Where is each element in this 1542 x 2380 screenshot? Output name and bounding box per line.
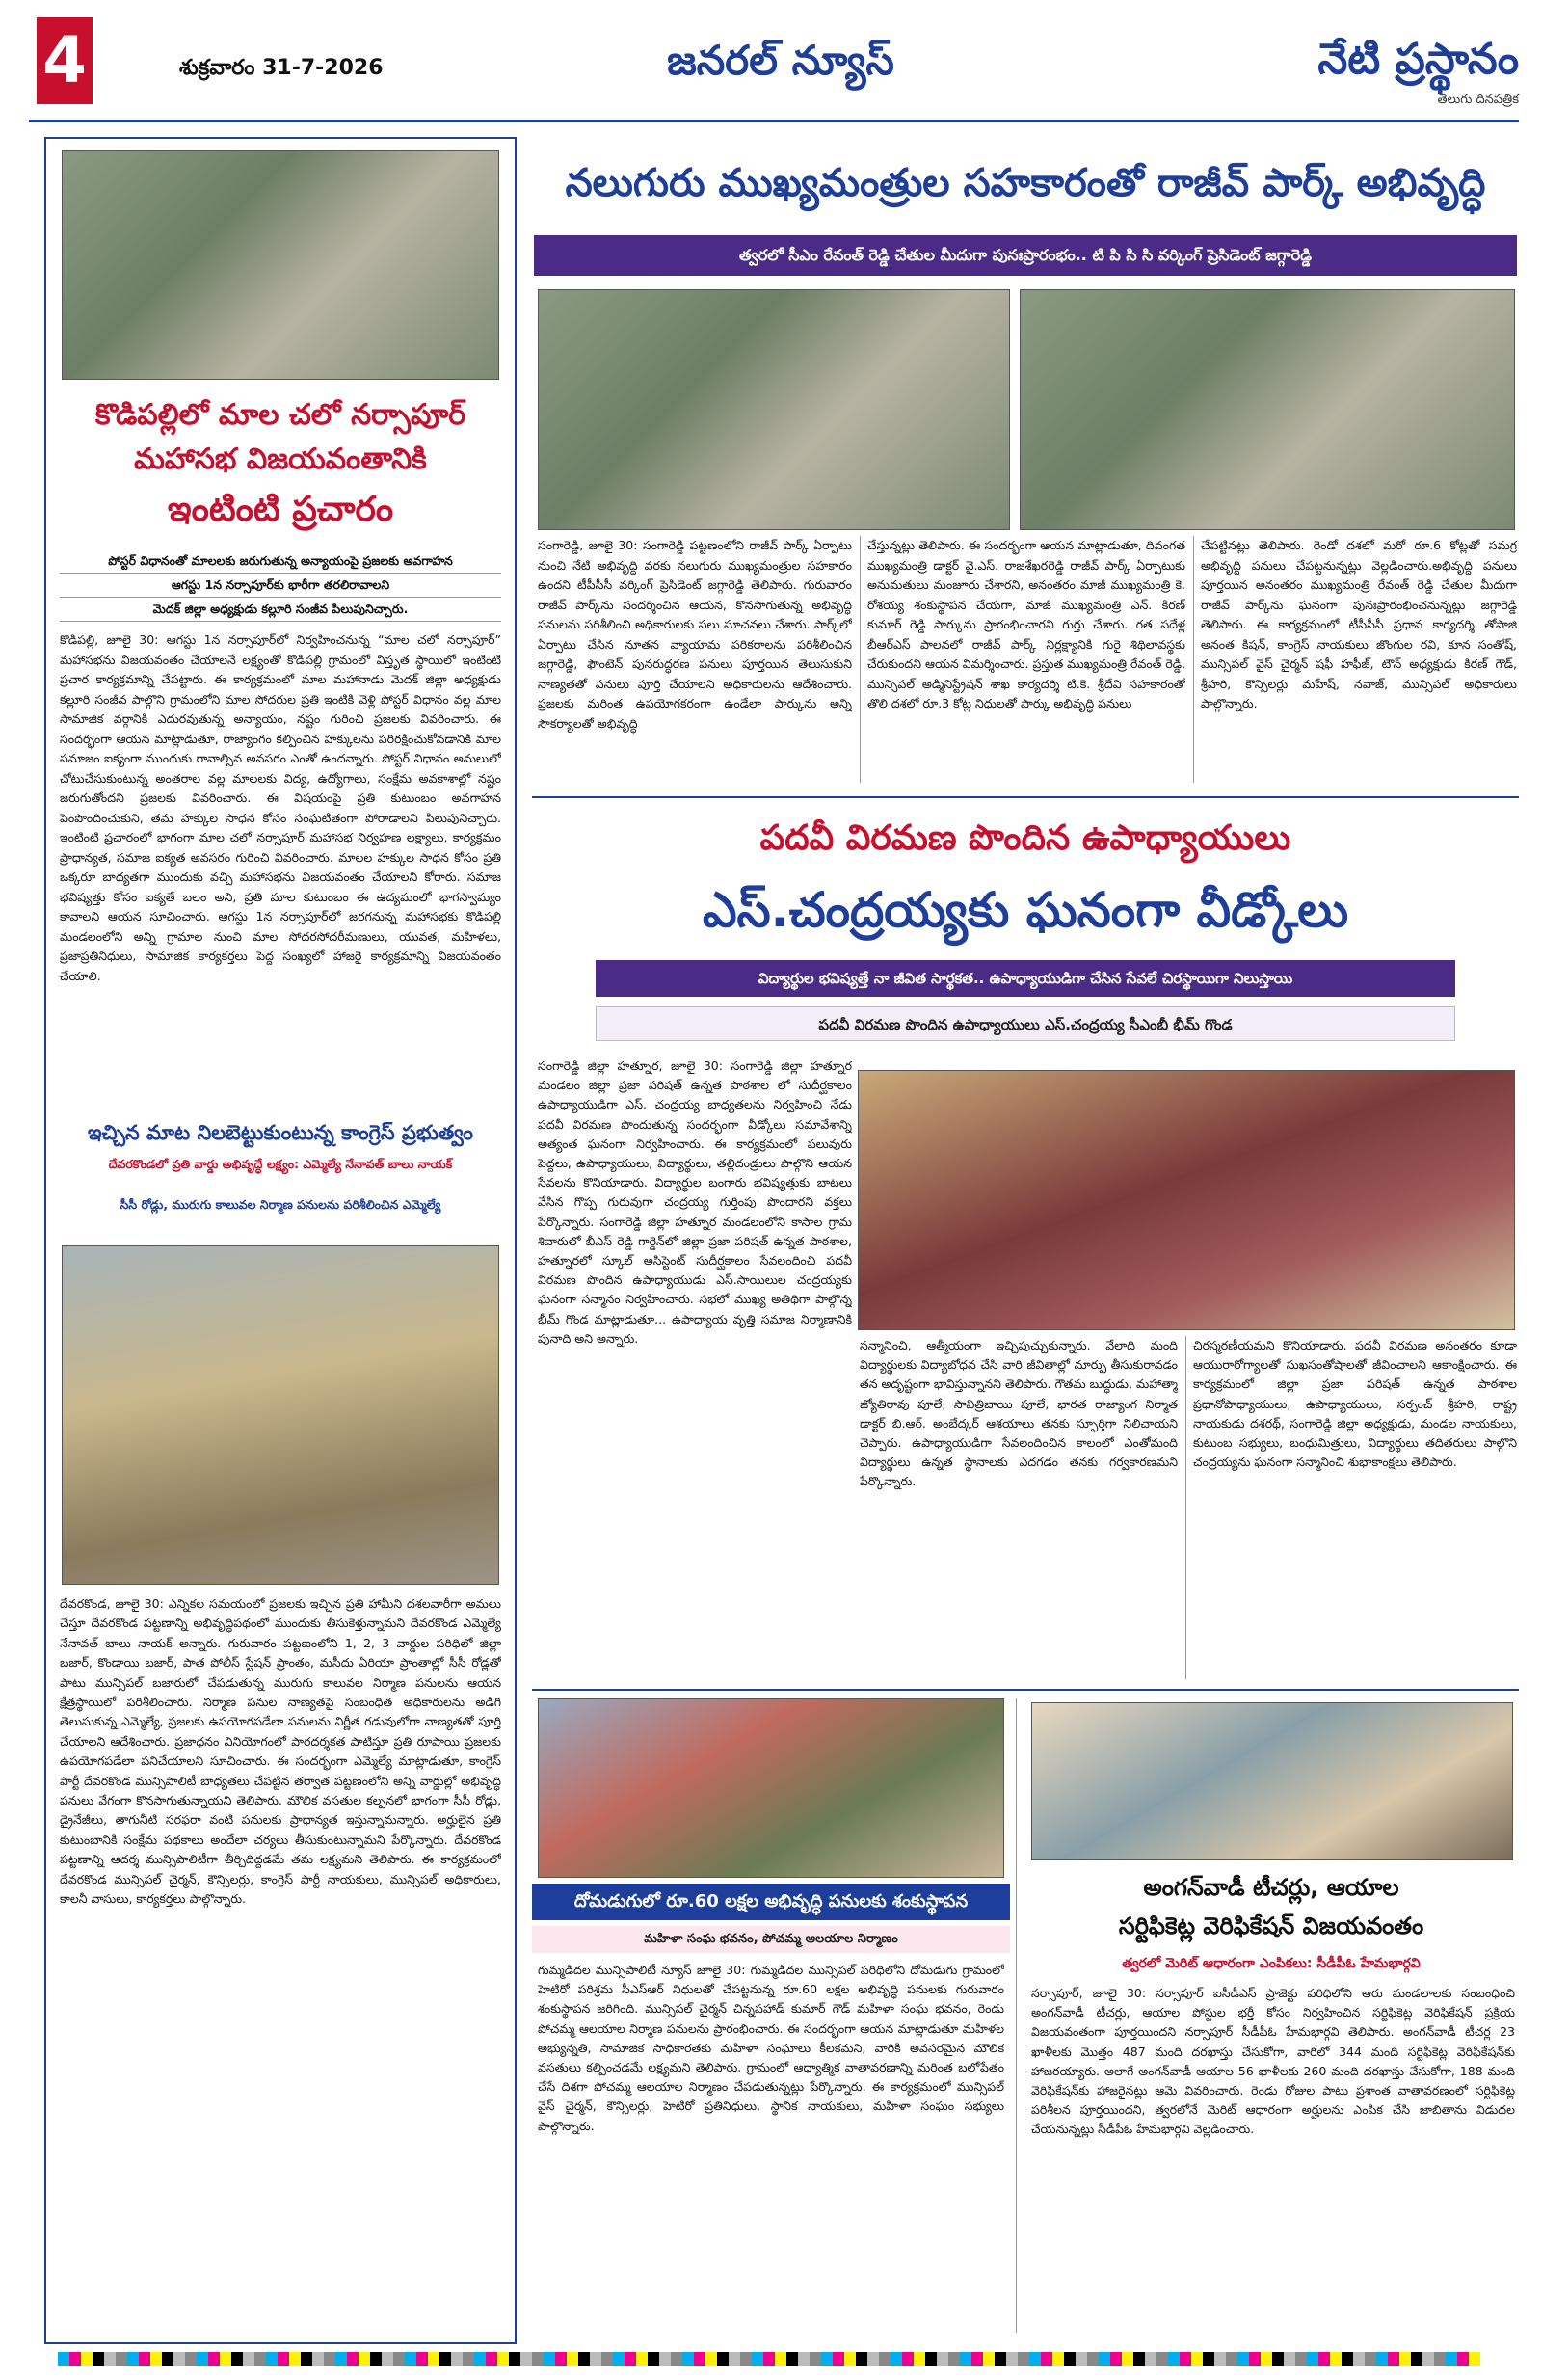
color-bar-segment (1203, 2352, 1214, 2366)
color-bar-segment (1180, 2352, 1191, 2366)
color-bar-segment (69, 2352, 81, 2366)
color-bar-segment (1376, 2352, 1388, 2366)
story3-sub2: సీసీ రోడ్లు, మురుగు కాలువల నిర్మాణ పనులను పరిశీలించిన ఎమ్మెల్యే (120, 1197, 441, 1212)
color-bar-segment (578, 2352, 590, 2366)
color-bar-segment (1342, 2352, 1353, 2366)
page-number-box (37, 17, 93, 104)
color-bar-segment (544, 2352, 555, 2366)
color-bar-segment (347, 2352, 359, 2366)
color-bar-segment (1064, 2352, 1076, 2366)
story1-body-col1: సంగారెడ్డి, జూలై 30: సంగారెడ్డి పట్టణంలోని రాజీవ్ పార్క్ ఏర్పాటు నుంచి నేటి అభివృద్ధి వరకు నలుగురు ముఖ్యమంత్రుల సహకారం ఉందని టీపీసీసీ వర్కింగ్ ప్రెసిడెంట్ జగ్గారెడ్డి తెలిపారు. గురువారం రాజీవ్ పార్క్‌ను సందర్శించిన ఆయన, కొనసాగుతున్న అభివృద్ధి పనులను పరిశీలించి అధికారులకు పలు సూచనలు చేశారు. పార్క్‌లో ఏర్పాటు చేసిన నూతన వ్యాయామ పరికరాలను పరిశీలించిన జగ్గారెడ్డి, ఫౌంటెన్ పునరుద్ధరణ పనులు పూర్తయిన తెలుసుకుని నాణ్యతతో పనులు పూర్తి చేయాలని అధికారులను ఆదేశించారు. ప్రజలకు మరింత ఉపయోగకరంగా ఉండేలా పార్కును అన్ని సౌకర్యాలతో అభివృద్ధి (538, 538, 852, 731)
column-rule (1193, 536, 1194, 783)
color-bar-segment (150, 2352, 162, 2366)
color-bar-segment (717, 2352, 729, 2366)
color-bar-segment (810, 2352, 821, 2366)
color-bar-segment (1318, 2352, 1330, 2366)
page-number: 4 (42, 23, 87, 97)
story1-photo-right (1020, 289, 1515, 530)
masthead-divider (29, 120, 1519, 122)
color-bar-segment (740, 2352, 752, 2366)
color-bar-segment (451, 2352, 463, 2366)
color-bar-segment (1052, 2352, 1064, 2366)
color-bar-segment (914, 2352, 925, 2366)
color-bar-segment (1388, 2352, 1399, 2366)
color-bar-segment (1145, 2352, 1156, 2366)
story6-subhead: త్వరలో మెరిట్ ఆధారంగా ఎంపికలు: సీడీపీఓ హేమభార్గవి (1122, 1956, 1421, 1971)
story6-headline-line2: సర్టిఫికెట్ల వెరిఫికేషన్ విజయవంతం (1118, 1912, 1424, 1939)
column-rule (860, 536, 861, 783)
color-bar-segment (902, 2352, 914, 2366)
color-bar-segment (197, 2352, 208, 2366)
story5-headline: దోమడుగులో రూ.60 లక్షల అభివృద్ధి పనులకు శంకుస్థాపన (532, 1884, 1010, 1920)
color-bar-segment (1110, 2352, 1122, 2366)
color-bar-segment (1214, 2352, 1226, 2366)
color-bar-segment (1422, 2352, 1434, 2366)
color-bar-segment (1237, 2352, 1249, 2366)
color-bar-segment (555, 2352, 567, 2366)
story4-body-right: చిరస్మరణీయమని కొనియాడారు. పదవీ విరమణ అనంతరం కూడా ఆయురారోగ్యాలతో సుఖసంతోషాలతో జీవించాలని ఆకాంక్షించారు. ఈ కార్యక్రమంలో జిల్లా ప్రజా పరిషత్ ఉన్నత పాఠశాల ప్రధానోపాధ్యాయులు, ఉపాధ్యాయులు, సర్పంచ్ శ్రీహరి, రాష్ట్ర నాయకుడు దశరథ్, సంగారెడ్డి జిల్లా అధ్యక్షుడు, మండల నాయకులు, కుటుంబ సభ్యులు, బంధుమిత్రులు, విద్యార్థులు తదితరులు పాల్గొని చంద్రయ్యను ఘనంగా సన్మానించి శుభాకాంక్షలు తెలిపారు. (1193, 1338, 1517, 1470)
color-bar-segment (393, 2352, 405, 2366)
color-bar-segment (948, 2352, 960, 2366)
color-bar-segment (474, 2352, 486, 2366)
color-bar-segment (254, 2352, 266, 2366)
color-bar-segment (301, 2352, 312, 2366)
print-color-bar (58, 2352, 1484, 2366)
color-bar-segment (509, 2352, 520, 2366)
story4-sub2: పదవీ విరమణ పొందిన ఉపాధ్యాయులు ఎస్.చంద్రయ్య సీఎంబీ భీమ్ గొండ (596, 1006, 1455, 1041)
color-bar-segment (729, 2352, 740, 2366)
paper-name: నేటి ప్రస్థానం (1317, 35, 1519, 84)
column-rule (1185, 1336, 1186, 1679)
story-divider (532, 1689, 1519, 1691)
color-bar-segment (937, 2352, 948, 2366)
story4-headline-line1: పదవీ విరమణ పొందిన ఉపాధ్యాయులు (759, 818, 1291, 858)
story2-sub2: ఆగస్టు 1న నర్సాపూర్‌కు భారీగా తరలిరావాలని (60, 574, 501, 598)
story2-photo (62, 150, 499, 380)
color-bar-segment (925, 2352, 937, 2366)
story3-photo (62, 1245, 499, 1585)
color-bar-segment (1399, 2352, 1411, 2366)
color-bar-segment (636, 2352, 648, 2366)
story2-sub1: పోస్టర్ విధానంతో మాలలకు జరుగుతున్న అన్యాయంపై ప్రజలకు అవగాహన (60, 549, 501, 574)
color-bar-segment (1168, 2352, 1180, 2366)
color-bar-segment (382, 2352, 393, 2366)
color-bar-segment (266, 2352, 278, 2366)
color-bar-segment (173, 2352, 185, 2366)
story6-photo (1031, 1702, 1513, 1860)
paper-tagline: తెలుగు దినపత్రిక (1437, 93, 1519, 107)
color-bar-segment (520, 2352, 532, 2366)
story1-subhead: త్వరలో సీఎం రేవంత్ రెడ్డి చేతుల మీదుగా పునఃప్రారంభం.. టి పి సి సి వర్కింగ్ ప్రెసిడెంట్ జగ్గారెడ్డి (534, 235, 1517, 276)
story6-body: నర్సాపూర్, జూలై 30: నర్సాపూర్ ఐసీడీఎస్ ప్రాజెక్టు పరిధిలోని ఆరు మండలాలకు సంబంధించి అంగన్‌వాడీ టీచర్లు, ఆయాల పోస్టుల భర్తీ కోసం నిర్వహించిన సర్టిఫికెట్ల వెరిఫికేషన్ ప్రక్రియ విజయవంతంగా పూర్తయిందని నర్సాపూర్ సీడీపీఓ హేమభార్గవి తెలిపారు. అంగన్‌వాడీ టీచర్ల 23 ఖాళీలకు మొత్తం 487 మంది దరఖాస్తు చేసుకోగా, వారిలో 344 మంది సర్టిఫికెట్ల వెరిఫికేషన్‌కు హాజరయ్యారు. అలాగే అంగన్‌వాడీ ఆయాల 56 ఖాళీలకు 260 మంది దరఖాస్తు చేసుకోగా, 188 మంది వెరిఫికేషన్‌కు హాజరైనట్లు ఆమె వివరించారు. రెండు రోజుల పాటు ప్రశాంత వాతావరణంలో సర్టిఫికెట్ల పరిశీలన పూర్తయిందని, త్వరలోనే మెరిట్ ఆధారంగా అర్హులను ఎంపిక చేసి జాబితాను విడుదల చేయనున్నట్లు సీడీపీఓ హేమభార్గవి వెల్లడించారు. (1031, 1986, 1515, 2137)
color-bar-segment (1076, 2352, 1087, 2366)
story1-photo-left (538, 289, 1010, 530)
color-bar-segment (786, 2352, 798, 2366)
color-bar-segment (208, 2352, 220, 2366)
color-bar-segment (1041, 2352, 1052, 2366)
color-bar-segment (428, 2352, 439, 2366)
story-divider (532, 796, 1519, 798)
color-bar-segment (1411, 2352, 1422, 2366)
color-bar-segment (1446, 2352, 1457, 2366)
story1-body-col2: చేస్తున్నట్లు తెలిపారు. ఈ సందర్భంగా ఆయన మాట్లాడుతూ, దివంగత ముఖ్యమంత్రి డాక్టర్ వై.ఎస్. రాజశేఖరరెడ్డి రాజీవ్ పార్క్ ఏర్పాటుకు అనుమతులు మంజూరు చేశారని, అనంతరం మాజీ ముఖ్యమంత్రి కె. రోశయ్య శంకుస్థాపన చేయగా, మాజీ ముఖ్యమంత్రి ఎన్. కిరణ్ కుమార్ రెడ్డి పార్కును ప్రారంభించారని గుర్తు చేశారు. గత పదేళ్ల బీఆర్ఎస్ పాలనలో రాజీవ్ పార్క్ నిర్లక్ష్యానికి గురై శిథిలావస్థకు చేరుకుందని ఆయన విమర్శించారు. ప్రస్తుత ముఖ్యమంత్రి రేవంత్ రెడ్డి, మున్సిపల్ అడ్మినిస్ట్రేషన్ శాఖ కార్యదర్శి టి.కె. శ్రీదేవి సహకారంతో తొలి దశలో రూ.3 కోట్ల నిధులతో పార్కు అభివృద్ధి పనులు (867, 538, 1185, 710)
story4-photo (858, 1070, 1515, 1330)
color-bar-segment (856, 2352, 867, 2366)
color-bar-segment (162, 2352, 173, 2366)
story4-headline-line2: ఎస్.చంద్రయ్యకు ఘనంగా వీడ్కోలు (702, 882, 1349, 938)
color-bar-segment (567, 2352, 578, 2366)
story2-headline-line2: మహాసభ విజయవంతానికి (134, 442, 427, 476)
color-bar-segment (891, 2352, 902, 2366)
story2-body: కొడిపల్లి, జూలై 30: ఆగస్టు 1న నర్సాపూర్‌లో నిర్వహించనున్న “మాల చలో నర్సాపూర్” మహాసభను విజయవంతం చేయాలనే లక్ష్యంతో కొడిపల్లి గ్రామంలో విస్తృత స్థాయిలో ఇంటింటి ప్రచార కార్యక్రమాన్ని చేపట్టారు. ఈ కార్యక్రమంలో మాల మహానాడు మెదక్ జిల్లా అధ్యక్షుడు కల్లూరి సంజీవ పాల్గొని గ్రామంలోని మాల సోదరుల ప్రతి ఇంటికి వెళ్లి పోస్టర్ విధానం వల్ల మాల సామాజిక వర్గానికి ఎదురవుతున్న అన్యాయం, నష్టం గురించి ప్రజలకు వివరించారు. ఈ సందర్భంగా ఆయన మాట్లాడుతూ, రాజ్యాంగం కల్పించిన హక్కులను పరిరక్షించుకోవడానికి మాల సమాజం ఐక్యంగా ముందుకు రావాల్సిన అవసరం ఎంతో ఉందన్నారు. పోస్టర్ విధానం అమలులో చోటుచేసుకుంటున్న అంతరాల వల్ల మాలలకు విద్య, ఉద్యోగాలు, సంక్షేమ అవకాశాల్లో నష్టం జరుగుతోందని ప్రజలకు వివరించారు. ఈ విషయంపై ప్రతి కుటుంబం అవగాహన పెంపొందించుకుని, తమ హక్కుల సాధన కోసం సంఘటితంగా పోరాడాలని పిలుపునిచ్చారు. ఇంటింటి ప్రచారంలో భాగంగా మాల చలో నర్సాపూర్ మహాసభ నిర్వహణ లక్ష్యాలు, కార్యక్రమం ప్రాధాన్యత, సమాజ ఐక్యత అవసరం గురించి వివరించారు. మాలల హక్కుల సాధన కోసం ప్రతి ఒక్కరూ బాధ్యతగా ముందుకు వచ్చి మహాసభను విజయవంతం చేయాలని కోరారు. సమాజ భవిష్యత్తు కోసం ఐక్యతే బలం అని, ప్రతి మాల కుటుంబం ఈ ఉద్యమంలో భాగస్వామ్యం కావాలని ఆయన సూచించారు. ఆగస్టు 1న నర్సాపూర్‌లో జరగనున్న మహాసభకు కొడిపల్లి మండలంలోని అన్ని గ్రామాల నుంచి మాల సోదరసోదరీమణులు, యువత, మహిళలు, ప్రజాప్రతినిధులు, సామాజిక కార్యకర్తలు పెద్ద సంఖ్యలో హాజరై కార్యక్రమాన్ని విజయవంతం చేయాలి. (60, 632, 501, 983)
story5-photo (538, 1698, 1004, 1878)
color-bar-segment (995, 2352, 1006, 2366)
color-bar-segment (497, 2352, 509, 2366)
edition-date: శుక్రవారం 31-7-2026 (179, 56, 384, 80)
color-bar-segment (1434, 2352, 1446, 2366)
color-bar-segment (1018, 2352, 1029, 2366)
color-bar-segment (58, 2352, 69, 2366)
color-bar-segment (1261, 2352, 1272, 2366)
color-bar-segment (694, 2352, 705, 2366)
color-bar-segment (752, 2352, 763, 2366)
story3-headline: ఇచ్చిన మాట నిలబెట్టుకుంటున్న కాంగ్రెస్ ప్రభుత్వం (88, 1121, 473, 1144)
color-bar-segment (359, 2352, 370, 2366)
color-bar-segment (289, 2352, 301, 2366)
color-bar-segment (278, 2352, 289, 2366)
color-bar-segment (671, 2352, 682, 2366)
color-bar-segment (1330, 2352, 1342, 2366)
color-bar-segment (648, 2352, 659, 2366)
color-bar-segment (590, 2352, 601, 2366)
color-bar-segment (116, 2352, 127, 2366)
color-bar-segment (1365, 2352, 1376, 2366)
color-bar-segment (405, 2352, 416, 2366)
color-bar-segment (625, 2352, 636, 2366)
column-rule (1016, 1698, 1017, 2333)
color-bar-segment (1156, 2352, 1168, 2366)
color-bar-segment (1284, 2352, 1295, 2366)
story2-subheads (60, 549, 501, 622)
color-bar-segment (463, 2352, 474, 2366)
color-bar-segment (1469, 2352, 1480, 2366)
story1-body-col3: చేపట్టినట్లు తెలిపారు. రెండో దశలో మరో రూ.6 కోట్లతో సమగ్ర అభివృద్ధి పనులు చేపట్టనున్నట్లు వెల్లడించారు.అభివృద్ధి పనులు పూర్తయిన అనంతరం ముఖ్యమంత్రి రేవంత్ రెడ్డి చేతుల మీదుగా రాజీవ్ పార్క్‌ను ఘనంగా పునఃప్రారంభించనున్నట్లు జగ్గారెడ్డి తెలిపారు. ఈ కార్యక్రమంలో టీపీసీసీ ప్రధాన కార్యదర్శి తోపాజి అనంత కిషన్, కాంగ్రెస్ నాయకులు జొంగుల రవి, కూన సంతోష్, మున్సిపల్ వైస్ చైర్మన్ షఫీ హఫీజ్, టౌన్ అధ్యక్షుడు కిరణ్ గౌడ్, శ్రీహరి, కౌన్సిలర్లు మహేష్, నవాజ్, మున్సిపల్ అధికారులు పాల్గొన్నారు. (1201, 538, 1517, 710)
story6-headline-line1: అంగన్‌వాడీ టీచర్లు, ఆయాల (1143, 1874, 1399, 1901)
color-bar-segment (1457, 2352, 1469, 2366)
color-bar-segment (1133, 2352, 1145, 2366)
color-bar-segment (1353, 2352, 1365, 2366)
story2-sub3: మెదక్ జిల్లా అధ్యక్షుడు కల్లూరి సంజీవ పిలుపునిచ్చారు. (60, 598, 501, 622)
story4-sub1: విద్యార్థుల భవిష్యత్తే నా జీవిత సార్థకత.. ఉపాధ్యాయుడిగా చేసిన సేవలే చిరస్థాయిగా నిలుస్తాయి (596, 960, 1455, 997)
color-bar-segment (1099, 2352, 1110, 2366)
color-bar-segment (682, 2352, 694, 2366)
color-bar-segment (93, 2352, 104, 2366)
story2-headline-line1: కొడిపల్లిలో మాల చలో నర్సాపూర్ (94, 398, 466, 432)
color-bar-segment (1249, 2352, 1261, 2366)
color-bar-segment (983, 2352, 995, 2366)
color-bar-segment (798, 2352, 810, 2366)
color-bar-segment (486, 2352, 497, 2366)
color-bar-segment (1226, 2352, 1237, 2366)
story1-headline: నలుగురు ముఖ్యమంత్రుల సహకారంతో రాజీవ్ పార్క్ అభివృద్ధి (565, 161, 1486, 205)
color-bar-segment (139, 2352, 150, 2366)
color-bar-segment (335, 2352, 347, 2366)
story5-body: గుమ్మడిదల మున్సిపాలిటీ న్యూస్ జూలై 30: గుమ్మడిదల మున్సిపల్ పరిధిలోని దోమడుగు గ్రామంలో హెటిరో పరిశ్రమ సీఎస్ఆర్ నిధులతో చేపట్టనున్న రూ.60 లక్షల అభివృద్ధి పనులకు గురువారం శంకుస్థాపన జరిగింది. మున్సిపల్ చైర్మన్ చిన్నపహాడ్ కుమార్ గౌడ్ మహిళా సంఘ భవనం, రెండు పోచమ్మ ఆలయాల నిర్మాణ పనులను ప్రారంభించారు. ఈ సందర్భంగా ఆయన మాట్లాడుతూ మహిళల అభ్యున్నతి, సామాజిక సాధికారతకు మహిళా సంఘాలు కీలకమని, వారికి అవసరమైన మౌలిక వసతులు కల్పించడమే లక్ష్యమని తెలిపారు. గ్రామంలో ఆధ్యాత్మిక వాతావరణాన్ని మరింత బలోపేతం చేసే దిశగా పోచమ్మ ఆలయాల నిర్మాణం చేపడుతున్నట్లు పేర్కొన్నారు. ఈ కార్యక్రమంలో మున్సిపల్ వైస్ చైర్మన్, కౌన్సిలర్లు, హెటిరో ప్రతినిధులు, స్థానిక నాయకులు, మహిళా సంఘం సభ్యులు పాల్గొన్నారు. (538, 1963, 1004, 2133)
color-bar-segment (1029, 2352, 1041, 2366)
color-bar-segment (775, 2352, 786, 2366)
color-bar-segment (243, 2352, 254, 2366)
color-bar-segment (312, 2352, 324, 2366)
color-bar-segment (613, 2352, 625, 2366)
color-bar-segment (867, 2352, 879, 2366)
color-bar-segment (532, 2352, 544, 2366)
color-bar-segment (601, 2352, 613, 2366)
story4-body-mid: సన్మానించి, ఆత్మీయంగా ఇచ్చిపుచ్చుకున్నారు. వేలాది మంది విద్యార్థులకు విద్యాబోధన చేసి వారి జీవితాల్లో మార్పు తీసుకురావడం తన అదృష్టంగా భావిస్తున్నానని తెలిపారు. గౌతమ బుద్ధుడు, మహాత్మా జ్యోతిరావు పూలే, సావిత్రిబాయి పూలే, భారత రాజ్యాంగ నిర్మాత డాక్టర్ బి.ఆర్. అంబేద్కర్ ఆశయాలు తనకు స్ఫూర్తిగా నిలిచాయని చెప్పారు. ఉపాధ్యాయుడిగా సేవలందించిన కాలంలో ఎంతోమంది విద్యార్థులు ఉన్నత స్థానాలకు ఎదగడం తనకు గర్వకారణమని పేర్కొన్నారు. (860, 1338, 1178, 1489)
section-title: జనరల్ న్యూస్ (667, 37, 894, 84)
color-bar-segment (705, 2352, 717, 2366)
color-bar-segment (81, 2352, 93, 2366)
color-bar-segment (231, 2352, 243, 2366)
color-bar-segment (1087, 2352, 1099, 2366)
color-bar-segment (659, 2352, 671, 2366)
color-bar-segment (439, 2352, 451, 2366)
story2-headline-line3: ఇంటింటి ప్రచారం (167, 490, 394, 529)
color-bar-segment (971, 2352, 983, 2366)
story5-subhead: మహిళా సంఘ భవనం, పోచమ్మ ఆలయాల నిర్మాణం (532, 1926, 1010, 1953)
color-bar-segment (220, 2352, 231, 2366)
color-bar-segment (416, 2352, 428, 2366)
story2-headline-box (54, 393, 507, 544)
color-bar-segment (833, 2352, 844, 2366)
color-bar-segment (1307, 2352, 1318, 2366)
color-bar-segment (821, 2352, 833, 2366)
color-bar-segment (763, 2352, 775, 2366)
story4-body-left: సంగారెడ్డి జిల్లా హత్నూర, జూలై 30: సంగారెడ్డి జిల్లా హత్నూర మండలం జిల్లా ప్రజా పరిషత్ ఉన్నత పాఠశాల లో సుదీర్ఘకాలం ఉపాధ్యాయుడిగా ఎస్. చంద్రయ్య బాధ్యతలను నిర్వహించి నేడు పదవీ విరమణ పొందుతున్న సందర్భంగా వీడ్కోలు సమావేశాన్ని అత్యంత ఘనంగా నిర్వహించారు. ఈ కార్యక్రమంలో పలువురు పెద్దలు, ఉపాధ్యాయులు, విద్యార్థులు, తల్లిదండ్రులు పాల్గొని ఆయన సేవలను కొనియాడారు. విద్యార్థుల బంగారు భవిష్యత్తుకు బాటలు వేసిన గొప్ప గురువుగా చంద్రయ్య గుర్తింపు పొందారని వక్తలు పేర్కొన్నారు. సంగారెడ్డి జిల్లా హత్నూర మండలంలోని కాసాల గ్రామ శివారులో బీఎస్ రెడ్డి గార్డెన్‌లో జిల్లా ప్రజా పరిషత్ ఉన్నత పాఠశాల, హత్నూరలో స్కూల్ అసిస్టెంట్ సుదీర్ఘకాలం సేవలందించి పదవీ విరమణ పొందిన ఉపాధ్యాయుడు ఎస్.సాయిలుల చంద్రయ్యకు ఘనంగా సన్మానం నిర్వహించారు. సభలో ముఖ్య అతిథిగా పాల్గొన్న భీమ్ గొండ మాట్లాడుతూ... ఉపాధ్యాయ వృత్తి సమాజ నిర్మాణానికి పునాది అని అన్నారు. (538, 1058, 852, 1346)
color-bar-segment (1272, 2352, 1284, 2366)
color-bar-segment (324, 2352, 335, 2366)
story3-sub1: దేవరకొండలో ప్రతి వార్డు అభివృద్ధే లక్ష్యం: ఎమ్మెల్యే నేనావత్ బాలు నాయక్ (108, 1157, 453, 1171)
color-bar-segment (844, 2352, 856, 2366)
color-bar-segment (1006, 2352, 1018, 2366)
color-bar-segment (185, 2352, 197, 2366)
color-bar-segment (127, 2352, 139, 2366)
color-bar-segment (1191, 2352, 1203, 2366)
color-bar-segment (370, 2352, 382, 2366)
color-bar-segment (1122, 2352, 1133, 2366)
color-bar-segment (879, 2352, 891, 2366)
color-bar-segment (960, 2352, 971, 2366)
story3-body: దేవరకొండ, జూలై 30: ఎన్నికల సమయంలో ప్రజలకు ఇచ్చిన ప్రతి హామీని దశలవారీగా అమలు చేస్తూ దేవరకొండ పట్టణాన్ని అభివృద్ధిపథంలో ముందుకు తీసుకెళ్తున్నామని దేవరకొండ ఎమ్మెల్యే నేనావత్ బాలు నాయక్ అన్నారు. గురువారం పట్టణంలోని 1, 2, 3 వార్డుల పరిధిలో జిల్లా బజార్, కొండాయి బజార్, పాత పోలీస్ స్టేషన్ ప్రాంతం, మసీదు ఏరియా ప్రాంతాల్లో సీసీ రోడ్లతో పాటు మున్సిపల్ బజారులో చేపడుతున్న మురుగు కాలువల నిర్మాణ పనులను ఆయన క్షేత్రస్థాయిలో పరిశీలించారు. నిర్మాణ పనుల నాణ్యతపై సంబంధిత అధికారులను అడిగి తెలుసుకున్న ఎమ్మెల్యే, ప్రజలకు ఉపయోగపడేలా పనులను నిర్ణీత గడువులోగా నాణ్యతతో పూర్తి చేయాలని ఆదేశించారు. ప్రజాధనం వినియోగంలో పారదర్శకత పాటిస్తూ ప్రతి రూపాయి ప్రజలకు ఉపయోగపడేలా పనిచేయాలని సూచించారు. ఈ సందర్భంగా ఎమ్మెల్యే మాట్లాడుతూ, కాంగ్రెస్ పార్టీ దేవరకొండ మున్సిపాలిటీ బాధ్యతలు చేపట్టిన తర్వాత పట్టణంలోని అన్ని వార్డుల్లో అభివృద్ధి పనులు వేగంగా కొనసాగుతున్నాయని తెలిపారు. మౌలిక వసతుల కల్పనలో భాగంగా సీసీ రోడ్లు, డ్రైనేజీలు, తాగునీటి సరఫరా వంటి పనులకు ప్రాధాన్యత ఇస్తున్నామన్నారు. అర్హులైన ప్రతి కుటుంబానికి సంక్షేమ పథకాలు అందేలా చర్యలు తీసుకుంటున్నామని పేర్కొన్నారు. దేవరకొండ పట్టణాన్ని ఆదర్శ మున్సిపాలిటీగా తీర్చిదిద్దడమే తమ లక్ష్యమని తెలిపారు. ఈ కార్యక్రమంలో దేవరకొండ మున్సిపల్ చైర్మన్, కౌన్సిలర్లు, కాంగ్రెస్ పార్టీ నాయకులు, మున్సిపల్ అధికారులు, కాలనీ వాసులు, కార్యకర్తలు పాల్గొన్నారు. (60, 1596, 501, 1907)
color-bar-segment (1295, 2352, 1307, 2366)
color-bar-segment (104, 2352, 116, 2366)
